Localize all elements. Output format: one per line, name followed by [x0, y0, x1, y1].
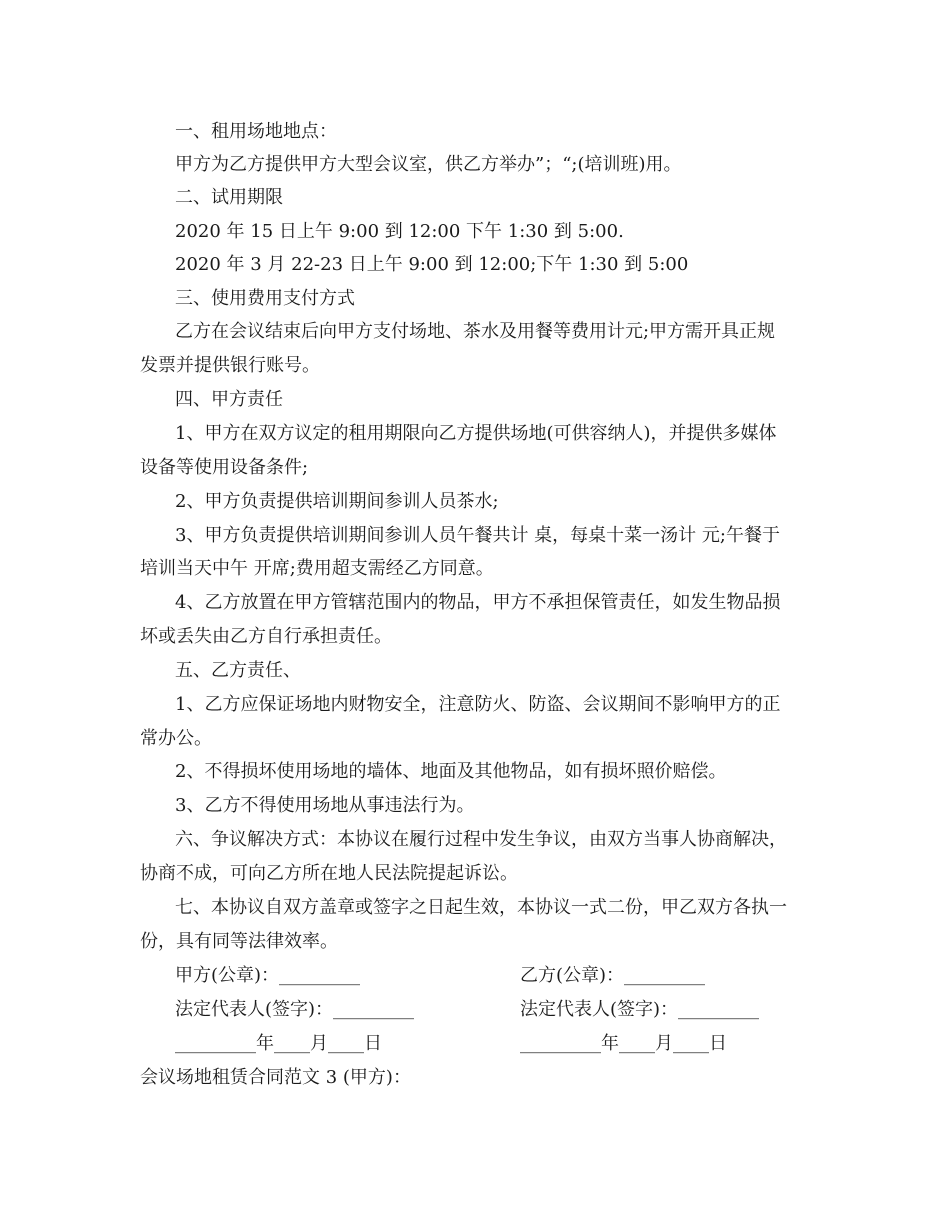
paragraph-line: 发票并提供银行账号。 [140, 355, 320, 376]
paragraph-line: 1、乙方应保证场地内财物安全，注意防火、防盗、会议期间不影响甲方的正 [175, 694, 781, 715]
section-heading-location: 一、租用场地地点： [175, 121, 337, 142]
paragraph-line: 3、乙方不得使用场地从事违法行为。 [175, 795, 475, 816]
party-a-seal-field: 甲方(公章)：_________ [175, 965, 361, 986]
party-b-representative-field: 法定代表人(签字)：_________ [520, 999, 760, 1020]
paragraph-line: 1、甲方在双方议定的租用期限向乙方提供场地(可供容纳人)，并提供多媒体 [175, 423, 777, 444]
party-b-seal-field: 乙方(公章)：_________ [520, 965, 706, 986]
paragraph-line: 2、不得损坏使用场地的墙体、地面及其他物品，如有损坏照价赔偿。 [175, 761, 727, 782]
paragraph-line: 设备等使用设备条件; [140, 457, 309, 478]
section-heading-dispute: 六、争议解决方式：本协议在履行过程中发生争议，由双方当事人协商解决， [175, 829, 787, 850]
paragraph-line: 坏或丢失由乙方自行承担责任。 [140, 626, 392, 647]
section-heading-party-b: 五、乙方责任、 [175, 660, 301, 681]
paragraph-line: 培训当天中午 开席;费用超支需经乙方同意。 [140, 558, 494, 579]
next-contract-heading: 会议场地租赁合同范文 3 (甲方)： [140, 1067, 411, 1088]
section-heading-period: 二、试用期限 [175, 187, 283, 208]
party-a-date-field: _________年____月____日 [175, 1033, 382, 1054]
paragraph-line: 甲方为乙方提供甲方大型会议室，供乙方举办”；“;(培训班)用。 [175, 154, 682, 175]
section-heading-effect: 七、本协议自双方盖章或签字之日起生效，本协议一式二份，甲乙双方各执一 [175, 897, 787, 918]
paragraph-line: 常办公。 [140, 728, 212, 749]
party-a-representative-field: 法定代表人(签字)：_________ [175, 999, 415, 1020]
section-heading-party-a: 四、甲方责任 [175, 389, 283, 410]
paragraph-line: 2、甲方负责提供培训期间参训人员茶水; [175, 491, 499, 512]
party-b-date-field: _________年____月____日 [520, 1033, 727, 1054]
paragraph-line: 4、乙方放置在甲方管辖范围内的物品，甲方不承担保管责任，如发生物品损 [175, 592, 781, 613]
paragraph-line: 乙方在会议结束后向甲方支付场地、茶水及用餐等费用计元;甲方需开具正规 [175, 321, 776, 342]
paragraph-line: 2020 年 15 日上午 9:00 到 12:00 下午 1:30 到 5:00. [175, 221, 624, 242]
paragraph-line: 2020 年 3 月 22-23 日上午 9:00 到 12:00;下午 1:30 到 5:00 [175, 254, 689, 275]
section-heading-payment: 三、使用费用支付方式 [175, 288, 355, 309]
paragraph-line: 份，具有同等法律效率。 [140, 931, 338, 952]
paragraph-line: 协商不成，可向乙方所在地人民法院提起诉讼。 [140, 863, 518, 884]
paragraph-line: 3、甲方负责提供培训期间参训人员午餐共计 桌，每桌十菜一汤计 元;午餐于 [175, 525, 780, 546]
